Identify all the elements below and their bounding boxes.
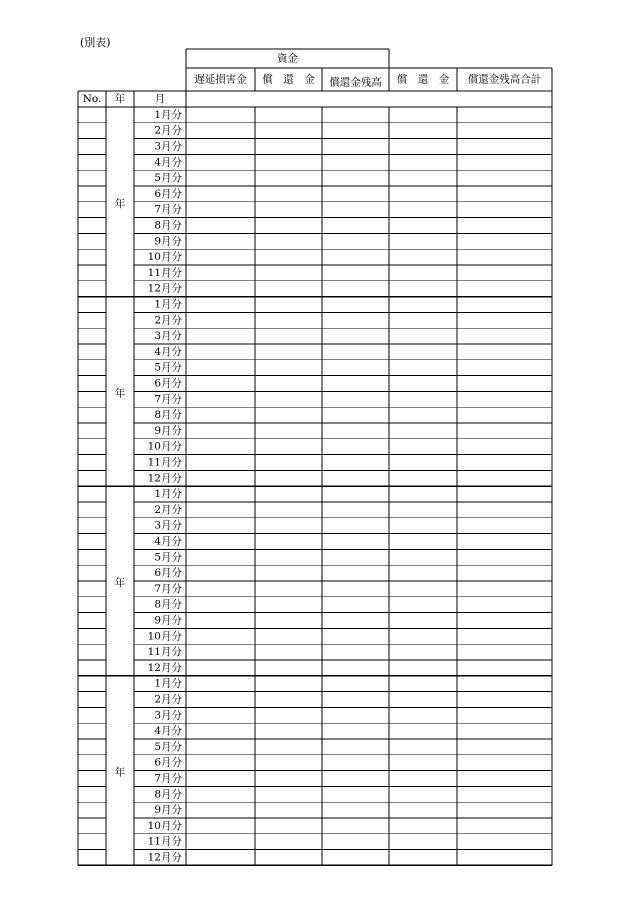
month-label: 11月分 — [147, 456, 182, 469]
header-col-label: 遅延損害金 — [194, 73, 247, 86]
header-col-label: 償 還 金 — [262, 73, 315, 86]
year-label: 年 — [114, 197, 126, 210]
month-label: 1月分 — [154, 488, 182, 501]
month-label: 12月分 — [147, 472, 182, 485]
month-label: 7月分 — [154, 772, 182, 785]
month-label: 6月分 — [154, 377, 182, 390]
month-label: 4月分 — [154, 156, 182, 169]
month-label: 4月分 — [154, 725, 182, 738]
month-label: 2月分 — [154, 124, 182, 137]
month-label: 7月分 — [154, 393, 182, 406]
header-col-label: 償 還 金 — [396, 73, 450, 86]
header-month-label: 月 — [154, 93, 166, 105]
month-label: 1月分 — [154, 677, 182, 690]
month-label: 9月分 — [154, 804, 182, 817]
month-label: 7月分 — [154, 203, 182, 216]
month-label: 2月分 — [154, 503, 182, 516]
month-label: 1月分 — [154, 108, 182, 121]
month-label: 7月分 — [154, 582, 182, 595]
month-label: 5月分 — [154, 361, 182, 374]
month-label: 6月分 — [154, 756, 182, 769]
month-label: 12月分 — [147, 282, 182, 295]
month-label: 2月分 — [154, 314, 182, 327]
month-label: 11月分 — [147, 646, 182, 659]
month-label: 11月分 — [147, 266, 182, 279]
month-label: 10月分 — [147, 819, 182, 832]
month-label: 9月分 — [154, 614, 182, 627]
month-label: 3月分 — [154, 330, 182, 343]
month-label: 9月分 — [154, 424, 182, 437]
month-label: 4月分 — [154, 535, 182, 548]
month-label: 8月分 — [154, 788, 182, 801]
header-year-label: 年 — [114, 93, 126, 105]
form-caption: (別表) — [80, 36, 111, 49]
header-col-label: 償還金残高合計 — [467, 73, 542, 86]
month-label: 3月分 — [154, 519, 182, 532]
month-label: 2月分 — [154, 693, 182, 706]
year-label: 年 — [114, 766, 126, 779]
month-label: 10月分 — [147, 440, 182, 453]
header-no-label: No. — [82, 93, 102, 105]
month-label: 1月分 — [154, 298, 182, 311]
month-label: 9月分 — [154, 235, 182, 248]
month-label: 10月分 — [147, 251, 182, 264]
month-label: 11月分 — [147, 835, 182, 848]
month-label: 5月分 — [154, 740, 182, 753]
header-col-label: 償還金残高 — [329, 76, 382, 89]
month-label: 12月分 — [147, 661, 182, 674]
header-group-label: 資金 — [277, 52, 298, 65]
month-label: 3月分 — [154, 709, 182, 722]
month-label: 3月分 — [154, 140, 182, 153]
month-label: 8月分 — [154, 598, 182, 611]
month-label: 8月分 — [154, 219, 182, 232]
month-label: 8月分 — [154, 409, 182, 422]
month-label: 6月分 — [154, 187, 182, 200]
month-label: 5月分 — [154, 551, 182, 564]
year-label: 年 — [114, 577, 126, 589]
year-label: 年 — [114, 387, 126, 400]
month-label: 4月分 — [154, 345, 182, 358]
month-label: 6月分 — [154, 567, 182, 580]
month-label: 5月分 — [154, 172, 182, 185]
month-label: 10月分 — [147, 630, 182, 643]
month-label: 12月分 — [147, 851, 182, 864]
